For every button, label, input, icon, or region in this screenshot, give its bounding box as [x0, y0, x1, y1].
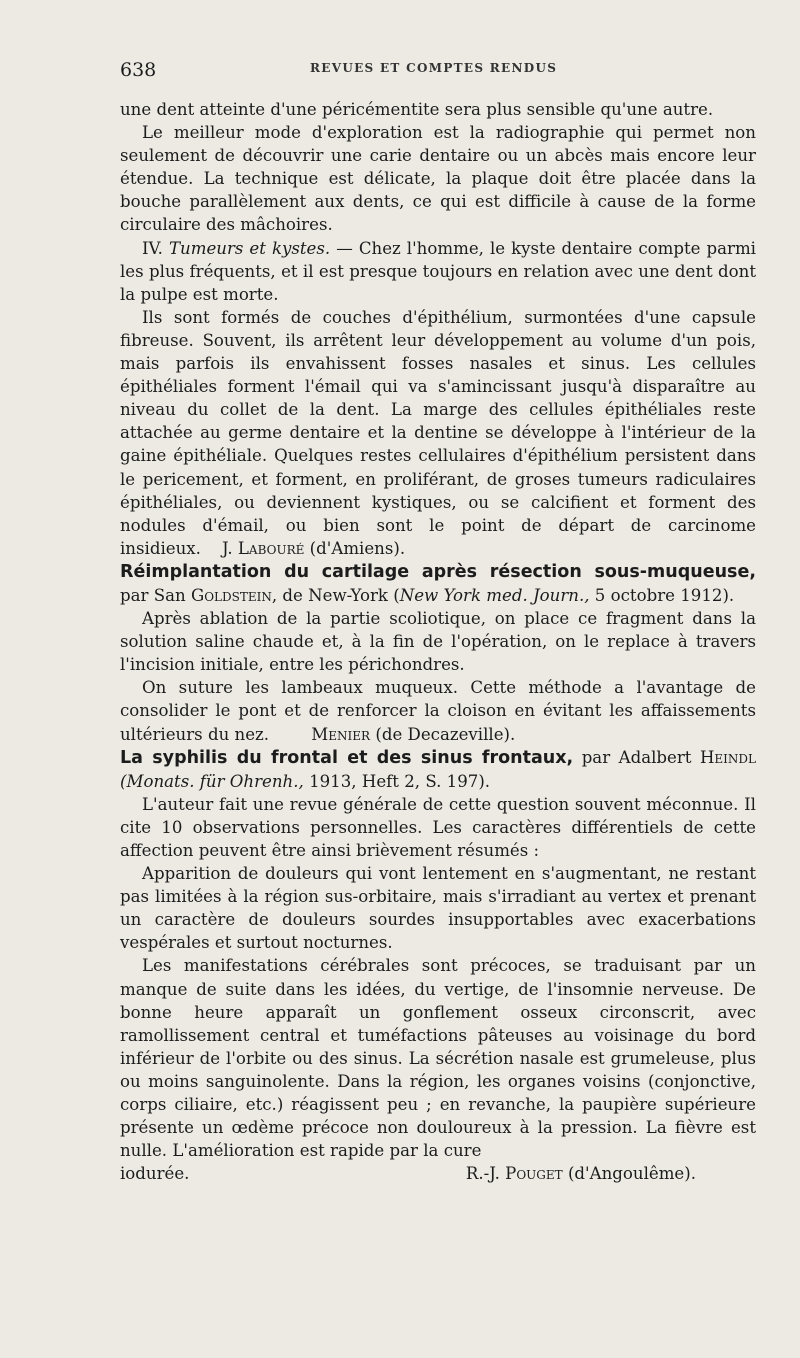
- paragraph: Après ablation de la partie scoliotique, on place ce fragment dans la solution saline chaude et, à la fin de l'opération, on le replace à travers l'incision initiale, entre les périchondres.: [120, 609, 756, 675]
- paragraph: [120, 676, 756, 745]
- signature-line: [120, 1162, 756, 1185]
- author-place: (d'Angoulême).: [567, 1164, 696, 1184]
- author-signature: Menier: [311, 724, 371, 744]
- article-heading: [120, 560, 756, 607]
- paragraph-text: Ils sont formés de couches d'épithélium, surmontées d'une capsule fibreuse. Souvent, ils arrêtent leur développement au volume d'un pois, mais parfois ils envahissent fosses nasales et sinus. Les cellules épithéliales forment l'émail qui va s'amincissant jusqu'à disparaître au niveau du collet de la dent. La marge des cellules épithéliales reste attachée au germe dentaire et la dentine se développe à l'intérieur de la gaine épithéliale. Quelques restes cellulaires d'épithélium persistent dans le pericement, et forment, en proliférant, de groses tumeurs radiculaires épithéliales, ou deviennent kystiques, ou se calcifient et forment des nodules d'émail, ou bien sont le point de départ de carcinome insidieux.: [120, 307, 756, 558]
- article-heading: [120, 746, 756, 793]
- author-signature: J. Labouré: [222, 538, 305, 558]
- author-location: de New-York (: [282, 585, 400, 605]
- article-author: Goldstein,: [190, 585, 278, 605]
- author-signature: R.-J. Pouget: [465, 1164, 563, 1184]
- paragraph: Les manifestations cérébrales sont précoces, se traduisant par un manque de suite dans les idées, du vertige, de l'insomnie nerveuse. De bonne heure apparaît un gonflement osseux circonscrit, avec ramollissement central et tuméfactions pâteuses au voisinage du bord inférieur de l'orbite ou des sinus. La sécrétion nasale est grumeleuse, plus ou moins sanguinolente. Dans la région, les organes voisins (conjonctive, corps ciliaire, etc.) réagissent peu ; en revanche, la paupière supérieure présente un œdème précoce non douloureux à la pression. La fièvre est nulle. L'amélioration est rapide par la cure: [120, 956, 756, 1161]
- last-word: iodurée.: [120, 1164, 190, 1184]
- article-author: Heindl: [699, 747, 757, 767]
- paragraph: Apparition de douleurs qui vont lentement en s'augmentant, ne restant pas limitées à la région sus-orbitaire, mais s'irradiant au vertex et prenant un caractère de douleurs sourdes insupportables avec exacerbations vespérales et surtout nocturnes.: [120, 864, 756, 953]
- paragraph: [120, 306, 756, 560]
- page-number: 638: [120, 59, 157, 81]
- signature-block: [466, 1162, 756, 1185]
- journal-name: New York med. Journ.,: [399, 585, 590, 605]
- paragraph-text: On suture les lambeaux muqueux. Cette méthode a l'avantage de consolider le pont et de renforcer la cloison en évitant les affaissements ultérieurs du nez.: [120, 678, 756, 744]
- section-number: IV.: [142, 238, 163, 258]
- paragraph: L'auteur fait une revue générale de cette question souvent méconnue. Il cite 10 observations personnelles. Les caractères différentiels de cette affection peuvent être ainsi brièvement résumés :: [120, 794, 756, 860]
- paragraph-text: — Chez l'homme, le kyste dentaire compte parmi les plus fréquents, et il est presque toujours en relation avec une dent dont la pulpe est morte.: [120, 238, 756, 304]
- article-title: Réimplantation du cartilage après résection sous-muqueuse,: [120, 561, 756, 582]
- author-place: (de Decazeville).: [375, 724, 516, 744]
- running-title: REVUES ET COMPTES RENDUS: [310, 61, 558, 75]
- paragraph: une dent atteinte d'une péricémentite sera plus sensible qu'une autre.: [120, 100, 714, 119]
- publication-reference: 1913, Heft 2, S. 197).: [309, 771, 491, 791]
- paragraph: [120, 237, 756, 306]
- page-header: [120, 58, 756, 84]
- paragraph: Le meilleur mode d'exploration est la radiographie qui permet non seulement de découvrir une carie dentaire ou un abcès mais encore leur étendue. La technique est délicate, la plaque doit être placée dans la bouche parallèlement aux dents, ce qui est difficile à cause de la forme circulaire des mâchoires.: [120, 123, 756, 235]
- author-place: (d'Amiens).: [309, 538, 406, 558]
- byline: par San: [120, 585, 186, 605]
- publication-date: 5 octobre 1912).: [594, 585, 735, 605]
- page-body: [120, 98, 756, 1185]
- section-title: Tumeurs et kystes.: [168, 238, 331, 258]
- byline: par Adalbert: [581, 747, 692, 767]
- article-title: La syphilis du frontal et des sinus frontaux,: [120, 747, 574, 768]
- journal-name: (Monats. für Ohrenh.,: [120, 771, 304, 791]
